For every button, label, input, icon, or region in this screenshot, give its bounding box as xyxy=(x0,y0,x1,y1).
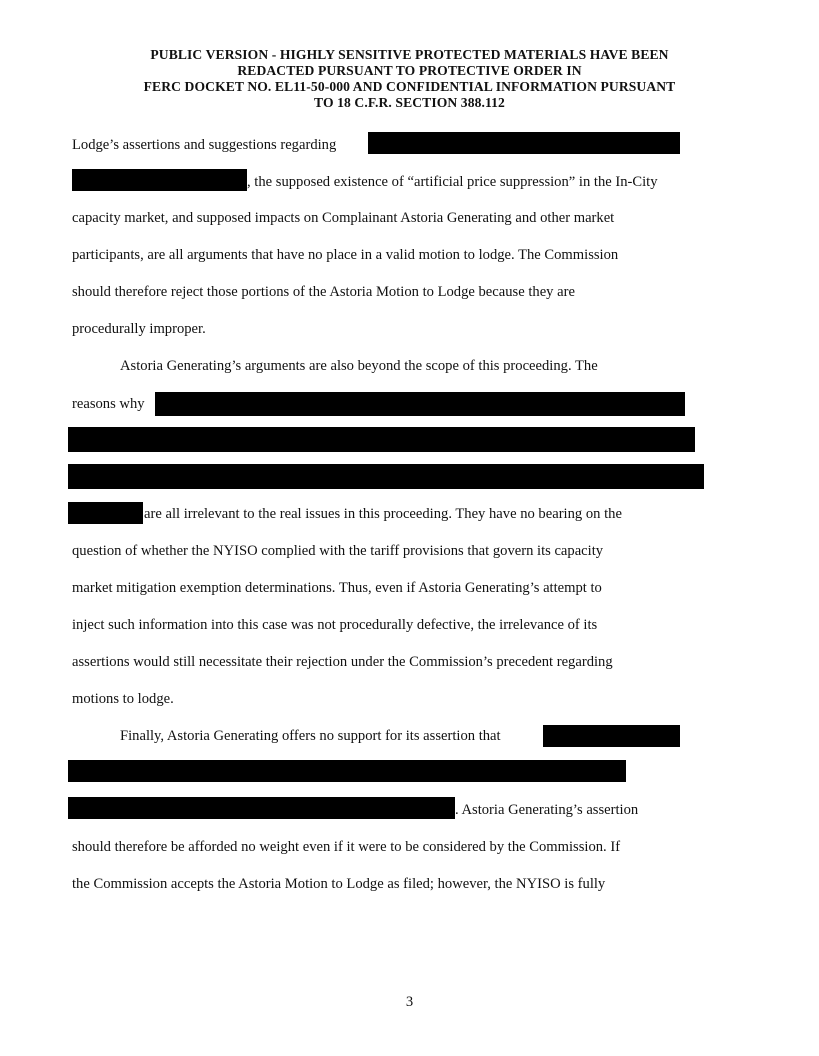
body-line: Finally, Astoria Generating offers no support for its assertion that xyxy=(120,728,501,744)
body-line: inject such information into this case was not procedurally defective, the irrelevance of its xyxy=(72,617,598,633)
header-line: PUBLIC VERSION - HIGHLY SENSITIVE PROTECTED MATERIALS HAVE BEEN xyxy=(150,47,669,62)
body-line: Astoria Generating’s arguments are also beyond the scope of this proceeding. The xyxy=(120,358,598,374)
body-line: , the supposed existence of “artificial price suppression” in the In-City xyxy=(247,174,658,190)
body-line: the Commission accepts the Astoria Motion to Lodge as filed; however, the NYISO is fully xyxy=(72,876,606,892)
body-line: should therefore be afforded no weight even if it were to be considered by the Commission. If xyxy=(72,839,621,855)
body-line: should therefore reject those portions of the Astoria Motion to Lodge because they are xyxy=(72,284,575,300)
body-line: market mitigation exemption determinations. Thus, even if Astoria Generating’s attempt to xyxy=(72,580,602,596)
body-line: question of whether the NYISO complied with the tariff provisions that govern its capacity xyxy=(72,543,604,559)
header-line: REDACTED PURSUANT TO PROTECTIVE ORDER IN xyxy=(237,63,582,78)
redaction-block xyxy=(543,725,680,747)
body-line: are all irrelevant to the real issues in this proceeding. They have no bearing on the xyxy=(144,506,622,522)
redaction-block xyxy=(155,392,685,416)
body-line: . Astoria Generating’s assertion xyxy=(455,802,639,818)
redaction-block xyxy=(68,797,455,819)
redaction-block xyxy=(72,169,247,191)
body-line: procedurally improper. xyxy=(72,321,206,337)
body-line: participants, are all arguments that have no place in a valid motion to lodge. The Commission xyxy=(72,247,619,263)
body-line: capacity market, and supposed impacts on Complainant Astoria Generating and other market xyxy=(72,210,615,226)
header-line: TO 18 C.F.R. SECTION 388.112 xyxy=(314,95,505,110)
confidentiality-header xyxy=(70,47,749,111)
body-line: Lodge’s assertions and suggestions regarding xyxy=(72,137,337,153)
redaction-block xyxy=(68,502,143,524)
redaction-block xyxy=(68,427,695,452)
page-number: 3 xyxy=(405,994,414,1010)
body-line: reasons why xyxy=(72,396,145,412)
header-line: FERC DOCKET NO. EL11-50-000 AND CONFIDENTIAL INFORMATION PURSUANT xyxy=(143,79,676,94)
body-line: assertions would still necessitate their rejection under the Commission’s precedent regarding xyxy=(72,654,613,670)
redaction-block xyxy=(368,132,680,154)
redaction-block xyxy=(68,760,626,782)
redaction-block xyxy=(68,464,704,489)
body-line: motions to lodge. xyxy=(72,691,174,707)
